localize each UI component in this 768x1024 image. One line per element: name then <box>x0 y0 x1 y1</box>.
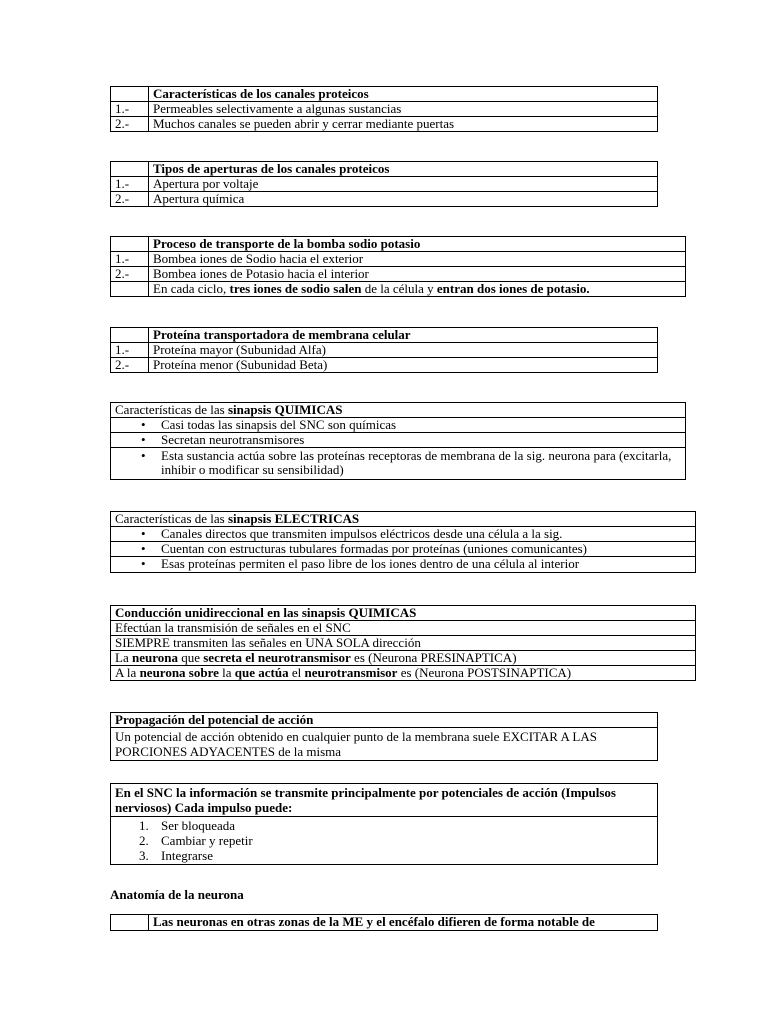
table-header: Características de las sinapsis ELECTRICAS <box>111 512 696 527</box>
table-row: 2.- Muchos canales se pueden abrir y cerrar mediante puertas <box>111 117 658 132</box>
table-canales-caracteristicas <box>110 86 658 132</box>
list-item: • Esta sustancia actúa sobre las proteínas receptoras de membrana de la sig. neurona para (excitarla, inhibir o modificar su sensibilidad) <box>111 448 686 480</box>
table-header: Propagación del potencial de acción <box>111 713 658 728</box>
table-row: Efectúan la transmisión de señales en el SNC <box>111 621 696 636</box>
table-bomba-sodio-potasio <box>110 236 686 297</box>
table-propagacion-potencial <box>110 712 658 761</box>
table-row: 1.- Apertura por voltaje <box>111 177 658 192</box>
table-conduccion-unidireccional <box>110 605 696 681</box>
list-item: • Casi todas las sinapsis del SNC son químicas <box>111 418 686 433</box>
table-header: Tipos de aperturas de los canales proteicos <box>149 162 658 177</box>
table-tipos-aperturas <box>110 161 658 207</box>
list-item: • Secretan neurotransmisores <box>111 433 686 448</box>
list-item: • Cuentan con estructuras tubulares formadas por proteínas (uniones comunicantes) <box>111 542 696 557</box>
bullet-icon: • <box>141 541 146 556</box>
table-row: 1.- Permeables selectivamente a algunas sustancias <box>111 102 658 117</box>
table-header: En el SNC la información se transmite principalmente por potenciales de acción (Impulsos nerviosos) Cada impulso puede: <box>111 784 658 817</box>
list-item: 1. Ser bloqueada <box>139 818 236 833</box>
bullet-icon: • <box>141 432 146 447</box>
table-row: La neurona que secreta el neurotransmisor es (Neurona PRESINAPTICA) <box>111 651 696 666</box>
table-row <box>111 282 686 297</box>
table-sinapsis-quimicas <box>110 402 686 480</box>
table-impulsos-nerviosos <box>110 783 658 865</box>
list-item: • Canales directos que transmiten impulsos eléctricos desde una célula a la sig. <box>111 527 696 542</box>
table-row: 1.- Bombea iones de Sodio hacia el exterior <box>111 252 686 267</box>
table-row: 2.- Apertura química <box>111 192 658 207</box>
section-heading: Anatomía de la neurona <box>110 887 244 902</box>
table-row: 2.- Proteína menor (Subunidad Beta) <box>111 358 658 373</box>
bullet-icon: • <box>141 526 146 541</box>
table-row: 2.- Bombea iones de Potasio hacia el interior <box>111 267 686 282</box>
list-item: 2. Cambiar y repetir <box>139 833 253 848</box>
table-proteina-transportadora <box>110 327 658 373</box>
table-header: Características de las sinapsis QUIMICAS <box>111 403 686 418</box>
table-row: Un potencial de acción obtenido en cualquier punto de la membrana suele EXCITAR A LAS PORCIONES ADYACENTES de la misma <box>111 728 658 761</box>
table-neuronas-zonas <box>110 914 658 931</box>
table-header: Proceso de transporte de la bomba sodio potasio <box>149 237 686 252</box>
table-row: 1.- Proteína mayor (Subunidad Alfa) <box>111 343 658 358</box>
table-header: Proteína transportadora de membrana celular <box>149 328 658 343</box>
table-header: Las neuronas en otras zonas de la ME y el encéfalo difieren de forma notable de <box>149 915 658 931</box>
list-item: • Esas proteínas permiten el paso libre de los iones dentro de una célula al interior <box>111 557 696 573</box>
table-row: A la neurona sobre la que actúa el neurotransmisor es (Neurona POSTSINAPTICA) <box>111 666 696 681</box>
bullet-icon: • <box>141 417 146 432</box>
list-item: 3. Integrarse <box>139 848 213 863</box>
table-header: Características de los canales proteicos <box>149 87 658 102</box>
table-row: SIEMPRE transmiten las señales en UNA SOLA dirección <box>111 636 696 651</box>
table-sinapsis-electricas <box>110 511 696 573</box>
bullet-icon: • <box>141 556 146 571</box>
table-header: Conducción unidireccional en las sinapsis QUIMICAS <box>111 606 696 621</box>
bullet-icon: • <box>141 448 146 463</box>
cycle-note: En cada ciclo, tres iones de sodio salen de la célula y entran dos iones de potasio. <box>149 282 686 297</box>
